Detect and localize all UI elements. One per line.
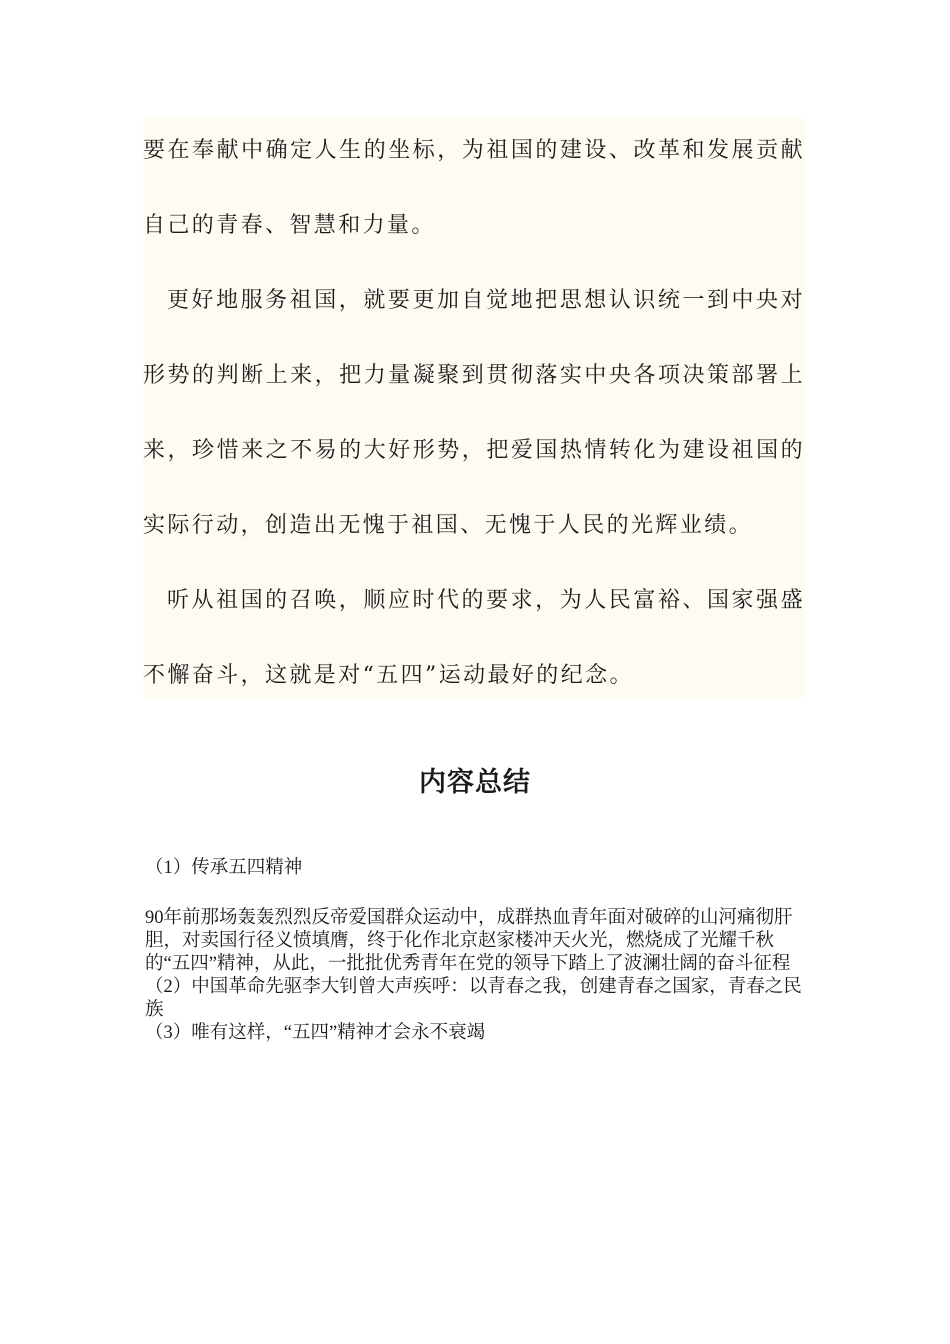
summary-item-1-heading: （1）传承五四精神 <box>145 858 303 878</box>
summary-section <box>145 857 810 1045</box>
body-paragraph-3: 听从祖国的召唤，顺应时代的要求，为人民富裕、国家强盛不懈奋斗，这就是对“五四”运动最好的纪念。 <box>143 588 805 688</box>
summary-item-1-text: 90年前那场轰轰烈烈反帝爱国群众运动中，成群热血青年面对破碎的山河痛彻肝胆，对卖国行径义愤填膺，终于化作北京赵家楼冲天火光，燃烧成了光耀千秋的“五四”精神，从此，一批批优秀青年在党的领导下踏上了波澜壮阔的奋斗征程 <box>145 908 793 974</box>
body-paragraph-2: 更好地服务祖国，就要更加自觉地把思想认识统一到中央对形势的判断上来，把力量凝聚到贯彻落实中央各项决策部署上来，珍惜来之不易的大好形势，把爱国热情转化为建设祖国的实际行动，创造出无愧于祖国、无愧于人民的光辉业绩。 <box>143 288 805 538</box>
summary-title: 内容总结 <box>419 767 531 798</box>
body-paragraph-1: 要在奉献中确定人生的坐标，为祖国的建设、改革和发展贡献自己的青春、智慧和力量。 <box>143 138 805 238</box>
summary-item-3: （3）唯有这样，“五四”精神才会永不衰竭 <box>145 1023 486 1043</box>
summary-item-2: （2）中国革命先驱李大钊曾大声疾呼：以青春之我，创建青春之国家，青春之民族 <box>145 977 802 1020</box>
